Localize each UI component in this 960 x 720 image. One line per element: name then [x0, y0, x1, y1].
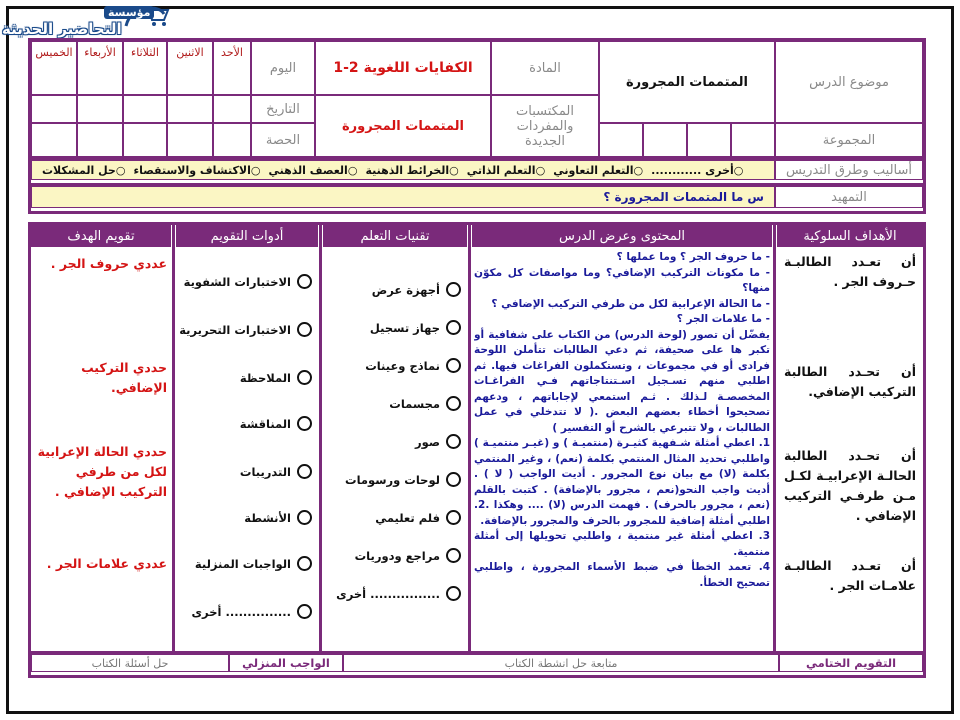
methods-label: أساليب وطرق التدريس — [775, 160, 923, 180]
col-header-techniques: تقنيات التعلم — [323, 225, 467, 247]
final-eval-label: التقويم الختامي — [779, 654, 923, 672]
techniques-column — [323, 250, 467, 648]
radio-icon[interactable] — [297, 556, 312, 571]
content-step: 1. اعطي أمثلة شـفهية كثيـرة (منتميـة ) و (غيـر منتميـة ) واطلبي تحديد المثال المنتمي بكلمة (نعم) ، وغير المنتمي بكلمة (لا) مع بيان نوع المجرور . أديت الواجب ( لا ) . أديت واجب النحو(نعم ، مجرور بالإضافة) . كتبت بالقلم (نعم ، مجرور بالحرف) . فهمت الدرس (لا) .... وهكذا .2. اطلبي أمثلة إضافية للمجرور بالحرف والمجرور بالإضافة. — [474, 437, 770, 527]
content-question: - ما مكونات التركيب الإضافي؟ وما مواصفات كل مكوّن منها؟ — [474, 266, 770, 294]
content-step: 4. تعمد الخطأ في ضبط الأسماء المجرورة ، واطلبي تصحيح الخطأ. — [474, 561, 770, 589]
date-label: التاريخ — [251, 95, 315, 123]
group-label: المجموعة — [775, 123, 923, 157]
radio-icon[interactable] — [446, 320, 461, 335]
day-tuesday: الثلاثاء — [123, 41, 167, 95]
subject-value: الكفايات اللغوية 2-1 — [315, 41, 491, 95]
content-question: - ما علامات الجر ؟ — [676, 313, 770, 325]
method-other[interactable]: ○أخرى ............ — [651, 163, 744, 177]
technique-item[interactable]: أجهزة عرض — [372, 282, 461, 297]
tool-item[interactable]: الأنشطة — [244, 510, 312, 525]
col-separator — [468, 225, 471, 651]
tool-item[interactable]: الملاحظة — [240, 370, 312, 385]
tool-item[interactable]: الاختبارات التحريرية — [179, 322, 312, 337]
objective-item: أن تحـدد الطالبة التركيب الإضافي. — [784, 364, 916, 399]
radio-icon[interactable] — [297, 322, 312, 337]
evaluation-item: حددي التركيب الإضافي. — [81, 360, 167, 395]
objectives-column — [778, 250, 922, 648]
technique-item[interactable]: فلم تعليمي — [375, 510, 461, 525]
tool-item[interactable]: الواجبات المنزلية — [195, 556, 312, 571]
radio-icon[interactable] — [297, 604, 312, 619]
period-cell-1[interactable] — [213, 123, 251, 157]
evaluation-item: عددي علامات الجر . — [46, 556, 167, 571]
radio-icon[interactable] — [446, 510, 461, 525]
tool-item[interactable]: المناقشة — [240, 416, 312, 431]
technique-item[interactable]: مجسمات — [389, 396, 461, 411]
content-column — [474, 250, 770, 648]
date-cell-5[interactable] — [31, 95, 77, 123]
tools-column — [176, 250, 318, 648]
technique-item[interactable]: أخرى ................ — [336, 586, 461, 601]
vocab-label: المكتسبات والمفردات الجديدة — [491, 95, 599, 157]
group-cell-2[interactable] — [687, 123, 731, 157]
technique-item[interactable]: نماذج وعينات — [365, 358, 461, 373]
technique-item[interactable]: مراجع ودوريات — [355, 548, 461, 563]
method-brainstorming[interactable]: ○العصف الذهني — [268, 163, 358, 177]
methods-list — [31, 160, 775, 180]
date-cell-1[interactable] — [213, 95, 251, 123]
day-sunday: الأحد — [213, 41, 251, 95]
col-separator — [319, 225, 322, 651]
group-cell-3[interactable] — [643, 123, 687, 157]
objective-item: أن تحـدد الطالبة الحالـة الإعرابيـة لكـل مـن طرفـي التركيب الإضافي . — [784, 448, 916, 523]
homework-value: حل أسئلة الكتاب — [31, 654, 229, 672]
header-box — [28, 38, 926, 160]
technique-item[interactable]: صور — [415, 434, 461, 449]
date-cell-4[interactable] — [77, 95, 123, 123]
col-separator — [773, 225, 776, 651]
objective-item: أن تعـدد الطالبـة حـروف الجر . — [784, 254, 916, 289]
day-thursday: الخميس — [31, 41, 77, 95]
radio-icon[interactable] — [446, 358, 461, 373]
col-separator — [172, 225, 175, 651]
tool-item[interactable]: الاختبارات الشفوية — [184, 274, 312, 289]
logo-line1: مؤسسة — [104, 6, 154, 19]
day-wednesday: الأربعاء — [77, 41, 123, 95]
method-self-learning[interactable]: ○التعلم الذاتي — [466, 163, 546, 177]
radio-icon[interactable] — [446, 434, 461, 449]
subject-label: المادة — [491, 41, 599, 95]
date-cell-3[interactable] — [123, 95, 167, 123]
final-eval-value: متابعة حل انشطة الكتاب — [343, 654, 779, 672]
objective-item: أن تعـدد الطالبـة علامـات الجر . — [784, 558, 916, 593]
vocab-value: المتممات المجرورة — [315, 95, 491, 157]
methods-row — [28, 160, 926, 186]
radio-icon[interactable] — [297, 416, 312, 431]
content-question: - ما الحالة الإعرابية لكل من طرفي التركيب الإضافي ؟ — [491, 297, 770, 310]
radio-icon[interactable] — [297, 464, 312, 479]
period-cell-2[interactable] — [167, 123, 213, 157]
method-cooperative[interactable]: ○التعلم التعاوني — [553, 163, 644, 177]
day-label: اليوم — [251, 41, 315, 95]
topic-label: موضوع الدرس — [775, 41, 923, 123]
radio-icon[interactable] — [297, 510, 312, 525]
method-discovery[interactable]: ○الاكتشاف والاستقصاء — [133, 163, 261, 177]
col-header-content: المحتوى وعرض الدرس — [472, 225, 772, 247]
col-header-evaluation: تقويم الهدف — [31, 225, 171, 247]
radio-icon[interactable] — [446, 282, 461, 297]
evaluation-item: حددي الحالة الإعرابية لكل من طرفي التركيب الإضافي . — [37, 444, 167, 499]
tool-item[interactable]: أخرى ............... — [192, 604, 312, 619]
intro-row — [28, 186, 926, 214]
tool-item[interactable]: التدريبات — [240, 464, 312, 479]
method-mind-maps[interactable]: ○الخرائط الذهنية — [365, 163, 459, 177]
day-monday: الاثنين — [167, 41, 213, 95]
period-cell-3[interactable] — [123, 123, 167, 157]
evaluation-column — [31, 250, 171, 648]
date-cell-2[interactable] — [167, 95, 213, 123]
radio-icon[interactable] — [297, 274, 312, 289]
radio-icon[interactable] — [446, 396, 461, 411]
radio-icon[interactable] — [446, 548, 461, 563]
content-body: يفضّل أن تصور (لوحة الدرس) من الكتاب على شفافية أو تكبر ها على صحيفة، ثم دعي الطالبات تتأملن اللوحة فرادى أو في مجموعات ، وتستكملون الفراغات فيها. ثم اطلبي منهم تسـجيل اسـتنتاجاتهم فـي الفراغـات المخصصـة لـذلك . ثـم استمعي لإجاباتهم ، ودعهم تصحيحوا أخطاء بعضهم البعض .( لا تتدخلي في عمل الطالبات ، ولا تتبرعي بالشرح أو التفسير ) — [474, 328, 770, 434]
radio-icon[interactable] — [297, 370, 312, 385]
evaluation-item: عددي حروف الجر . — [50, 256, 167, 271]
group-cell-4[interactable] — [599, 123, 643, 157]
method-problem-solving[interactable]: ○حل المشكلات — [42, 163, 126, 177]
homework-label: الواجب المنزلي — [229, 654, 343, 672]
period-label: الحصة — [251, 123, 315, 157]
period-cell-5[interactable] — [31, 123, 77, 157]
intro-label: التمهيد — [775, 186, 923, 208]
period-cell-4[interactable] — [77, 123, 123, 157]
content-step: 3. اعطي أمثلة غير منتمية ، واطلبي تحويلها إلى أمثلة منتمية. — [474, 530, 770, 558]
topic-value: المتممات المجرورة — [599, 41, 775, 123]
radio-icon[interactable] — [446, 586, 461, 601]
logo-line2: التحاضير الحديثة — [2, 20, 122, 38]
content-question: - ما حروف الجر ؟ وما عملها ؟ — [616, 251, 770, 263]
intro-value: س ما المتممات المجرورة ؟ — [31, 186, 775, 208]
technique-item[interactable]: جهاز تسجيل — [370, 320, 461, 335]
col-header-tools: أدوات التقويم — [176, 225, 318, 247]
radio-icon[interactable] — [446, 472, 461, 487]
technique-item[interactable]: لوحات ورسومات — [345, 472, 461, 487]
footer-row — [28, 654, 926, 678]
col-header-objectives: الأهداف السلوكية — [777, 225, 923, 247]
group-cell-1[interactable] — [731, 123, 775, 157]
